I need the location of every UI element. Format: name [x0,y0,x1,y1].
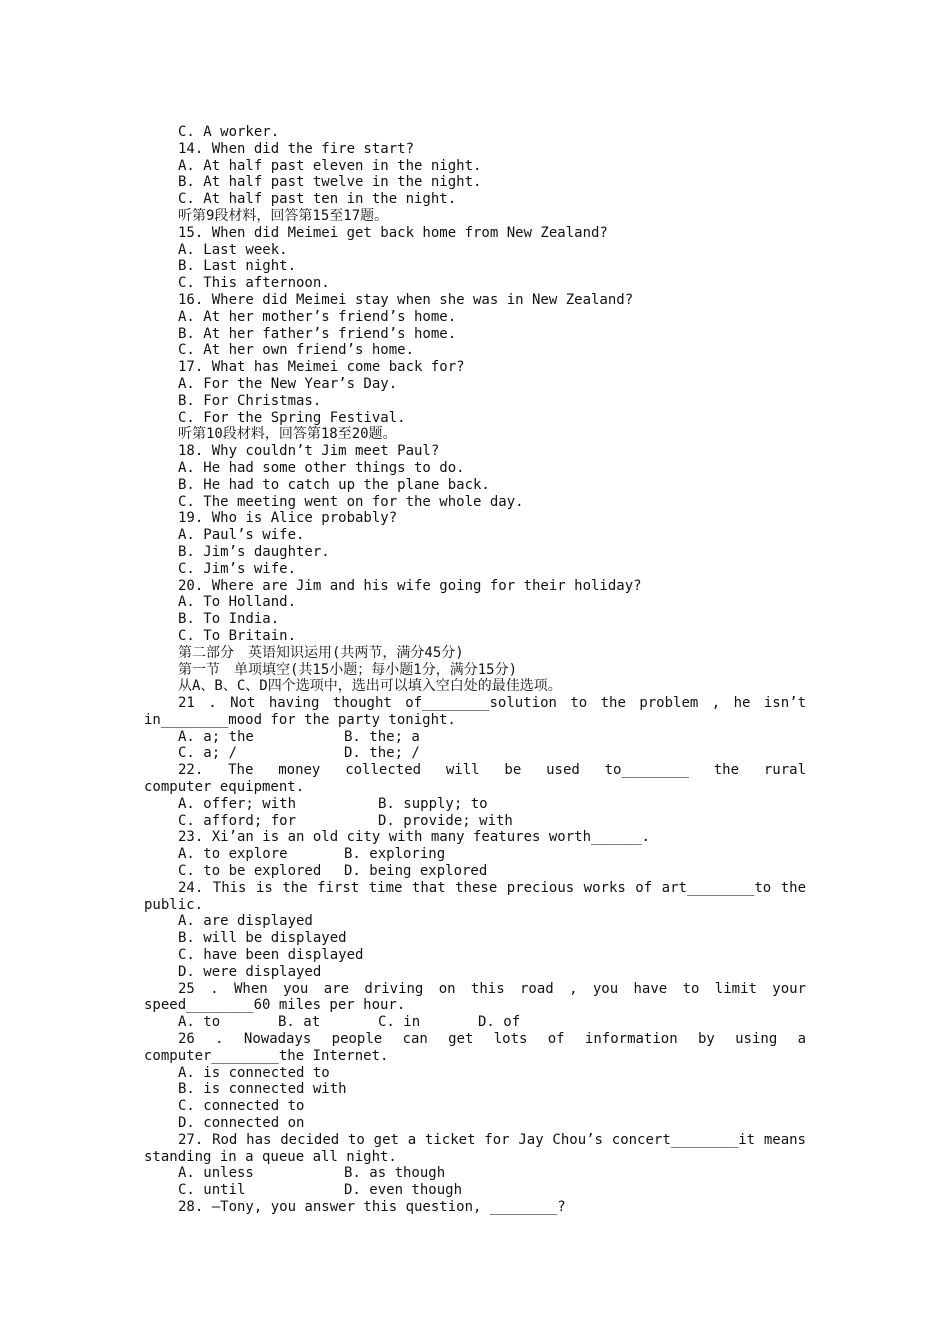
option-line: C. A worker. [178,124,280,140]
option-line: C. To Britain. [178,627,297,644]
question-21-continued: in________mood for the party tonight. [144,711,456,728]
question-17: 17. What has Meimei come back for? [178,359,465,376]
option-line: A. To Holland. [178,594,297,611]
question-24: 24. This is the first time that these precious works of art________to the [178,879,806,896]
option-b: B. is connected with [178,1081,347,1098]
question-22: 22. The money collected will be used to________ the rural [178,762,806,779]
option-line: C. For the Spring Festival. [178,409,406,426]
question-25-continued: speed________60 miles per hour. [144,997,406,1014]
option-c: C. until [178,1182,246,1199]
option-d: D. being explored [344,863,488,880]
options-row [144,846,806,863]
option-line: A. At half past eleven in the night. [178,157,482,174]
question-18: 18. Why couldn’t Jim meet Paul? [178,443,440,460]
option-line: C. The meeting went on for the whole day. [178,493,524,510]
question-19: 19. Who is Alice probably? [178,510,398,527]
option-c: C. in [378,1014,421,1031]
question-28: 28. —Tony, you answer this question, ________? [178,1199,566,1215]
question-15: 15. When did Meimei get back home from New Zealand? [178,224,608,241]
option-b: B. at [278,1014,321,1031]
option-a: A. to explore [178,846,288,863]
options-row [144,813,806,830]
question-27-continued: standing in a queue all night. [144,1148,397,1165]
option-c: C. a; / [178,745,238,762]
options-row [144,1014,806,1031]
options-row [144,796,806,813]
option-c: C. afford; for [178,812,297,829]
option-line: C. At her own friend’s home. [178,342,415,359]
option-line: B. At half past twelve in the night. [178,174,482,191]
option-line: B. To India. [178,611,280,628]
option-line: B. Last night. [178,258,297,275]
option-line: A. For the New Year’s Day. [178,375,398,392]
section-instruction: 从A、B、C、D四个选项中，选出可以填入空白处的最佳选项。 [178,678,562,695]
option-d: D. connected on [178,1115,305,1132]
option-d: D. were displayed [178,963,322,980]
question-25: 25 . When you are driving on this road , you have to limit your [178,980,806,997]
option-line: B. He had to catch up the plane back. [178,476,490,493]
option-line: C. Jim’s wife. [178,560,297,577]
option-d: D. the; / [344,745,420,762]
option-line: C. At half past ten in the night. [178,191,457,208]
option-a: A. unless [178,1165,254,1182]
option-line: B. For Christmas. [178,392,322,409]
question-20: 20. Where are Jim and his wife going for their holiday? [178,577,642,594]
section-heading: 第一节 单项填空(共15小题；每小题1分，满分15分) [178,661,517,678]
option-c: C. connected to [178,1098,305,1115]
section-instruction: 听第9段材料，回答第15至17题。 [178,207,389,224]
question-26-continued: computer________the Internet. [144,1047,389,1064]
question-14: 14. When did the fire start? [178,140,415,157]
options-row [144,729,806,746]
options-row [144,745,806,762]
question-21: 21 . Not having thought of________solution to the problem , he isn’t [178,695,806,712]
question-26: 26 . Nowadays people can get lots of information by using a [178,1031,806,1048]
document-page [144,124,806,1216]
question-24-continued: public. [144,896,204,913]
option-line: C. This afternoon. [178,275,330,292]
option-b: B. exploring [344,846,446,863]
options-row [144,863,806,880]
option-a: A. is connected to [178,1064,330,1081]
option-a: A. a; the [178,728,254,745]
section-instruction: 听第10段材料，回答第18至20题。 [178,426,397,443]
question-27: 27. Rod has decided to get a ticket for Jay Chou’s concert________it means [178,1131,806,1148]
option-line: A. He had some other things to do. [178,459,465,476]
option-b: B. the; a [344,728,420,745]
options-row [144,1182,806,1199]
option-d: D. provide; with [378,812,513,829]
option-line: B. At her father’s friend’s home. [178,325,457,342]
part-heading: 第二部分 英语知识运用(共两节，满分45分) [178,644,464,661]
option-line: A. Paul’s wife. [178,527,305,544]
option-line: B. Jim’s daughter. [178,543,330,560]
option-d: D. even though [344,1182,463,1199]
question-16: 16. Where did Meimei stay when she was in New Zealand? [178,291,634,308]
option-b: B. as though [344,1165,446,1182]
option-b: B. will be displayed [178,930,347,947]
option-c: C. have been displayed [178,947,364,964]
options-row [144,1165,806,1182]
option-line: A. At her mother’s friend’s home. [178,308,457,325]
question-23: 23. Xi’an is an old city with many features worth______. [178,829,651,846]
option-d: D. of [478,1014,521,1031]
question-22-continued: computer equipment. [144,779,305,796]
option-b: B. supply; to [378,795,488,812]
option-a: A. offer; with [178,795,297,812]
option-a: A. are displayed [178,913,313,930]
option-line: A. Last week. [178,241,288,258]
option-a: A. to [178,1014,221,1031]
option-c: C. to be explored [178,863,322,880]
